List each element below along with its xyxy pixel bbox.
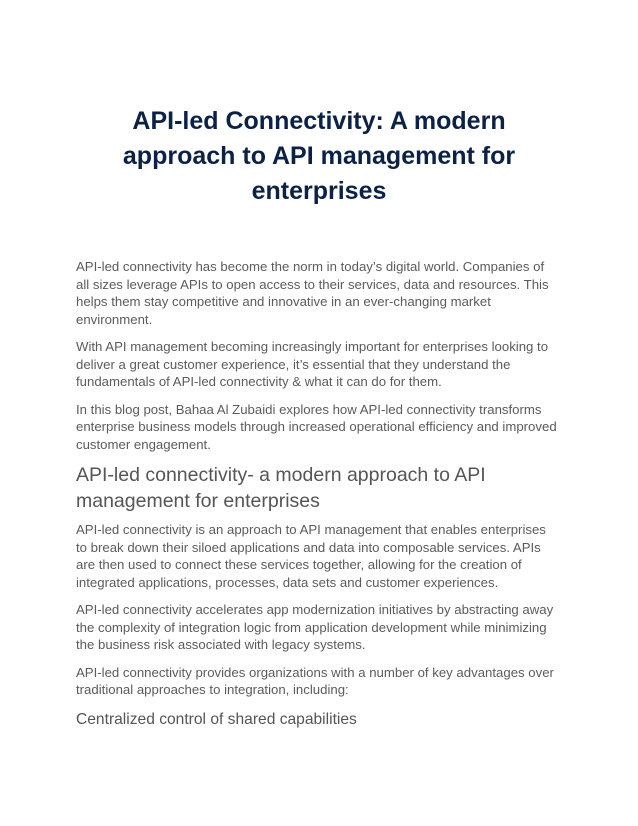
intro-paragraph-2: With API management becoming increasingly important for enterprises looking to deliver a great customer experience, it’s essential that they understand the fundamentals of API-led connectivity & what it can do for them. [76,339,549,389]
intro-paragraph-3: In this blog post, Bahaa Al Zubaidi explores how API-led connectivity transforms enterprise business models through increased operational efficiency and improved customer engagement. [76,401,557,452]
section-heading: API-led connectivity- a modern approach to API management for enterprises [76,464,486,512]
document-body [76,258,558,730]
section-paragraph-2: API-led connectivity accelerates app modernization initiatives by abstracting away the complexity of integration logic from application development while minimizing the business risk associated with legacy systems. [76,602,554,652]
section-paragraph-3: API-led connectivity provides organizations with a number of key advantages over traditional approaches to integration, including: [76,664,554,697]
intro-paragraph-1: API-led connectivity has become the norm in today’s digital world. Companies of all sizes leverage APIs to open access to their services, data and resources. This helps them stay competitive and innovative in an ever-changing market environment. [76,259,549,327]
subheading: Centralized control of shared capabilities [76,710,357,728]
section-paragraph-1: API-led connectivity is an approach to API management that enables enterprises to break down their siloed applications and data into composable services. APIs are then used to connect these services together, allowing for the creation of integrated applications, processes, data sets and customer experiences. [76,522,546,590]
document-title: API-led Connectivity: A modern approach to API management for enterprises [122,107,516,205]
